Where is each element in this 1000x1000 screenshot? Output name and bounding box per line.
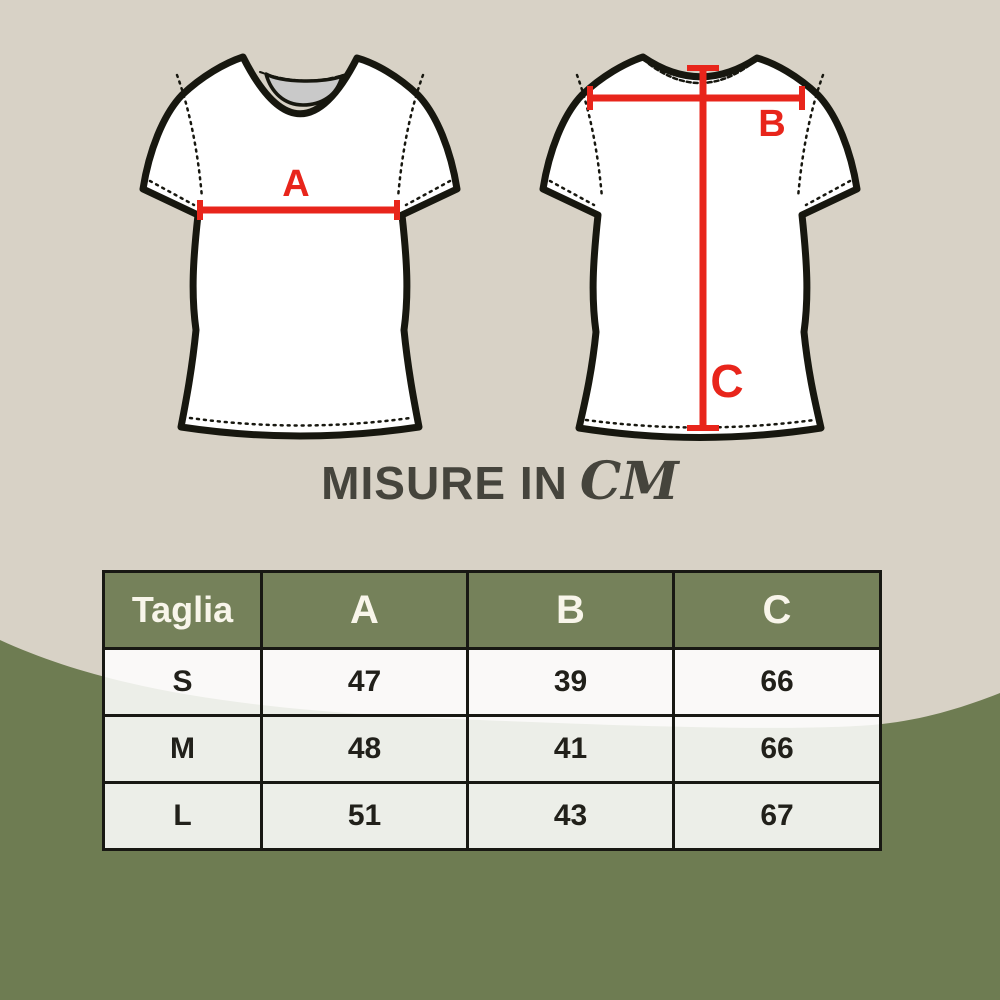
measure-c-label: C [710,355,744,407]
cell-l-a: 51 [262,783,468,850]
header-measure-b: B [468,572,674,649]
table-row-size-s [104,649,881,716]
title-unit-text: CM [579,451,679,512]
size-table-header-row [104,572,881,649]
front-tshirt-illustration [120,30,480,450]
table-row-size-l [104,783,881,850]
tshirt-front-body [143,57,457,436]
cell-m-b: 41 [468,716,674,783]
cell-m-a: 48 [262,716,468,783]
table-row-size-m [104,716,881,783]
back-tshirt-illustration [520,30,880,450]
cell-s-b: 39 [468,649,674,716]
title-main-text: MISURE IN [321,457,568,509]
cell-size-l: L [104,783,262,850]
header-taglia: Taglia [104,572,262,649]
cell-m-c: 66 [674,716,881,783]
page-title [0,451,1000,512]
header-measure-c: C [674,572,881,649]
measure-a-label: A [282,163,310,205]
cell-l-b: 43 [468,783,674,850]
cell-s-c: 66 [674,649,881,716]
cell-size-m: M [104,716,262,783]
cell-l-c: 67 [674,783,881,850]
cell-s-a: 47 [262,649,468,716]
measure-b-label: B [758,103,786,145]
size-table [102,570,882,851]
cell-size-s: S [104,649,262,716]
header-measure-a: A [262,572,468,649]
